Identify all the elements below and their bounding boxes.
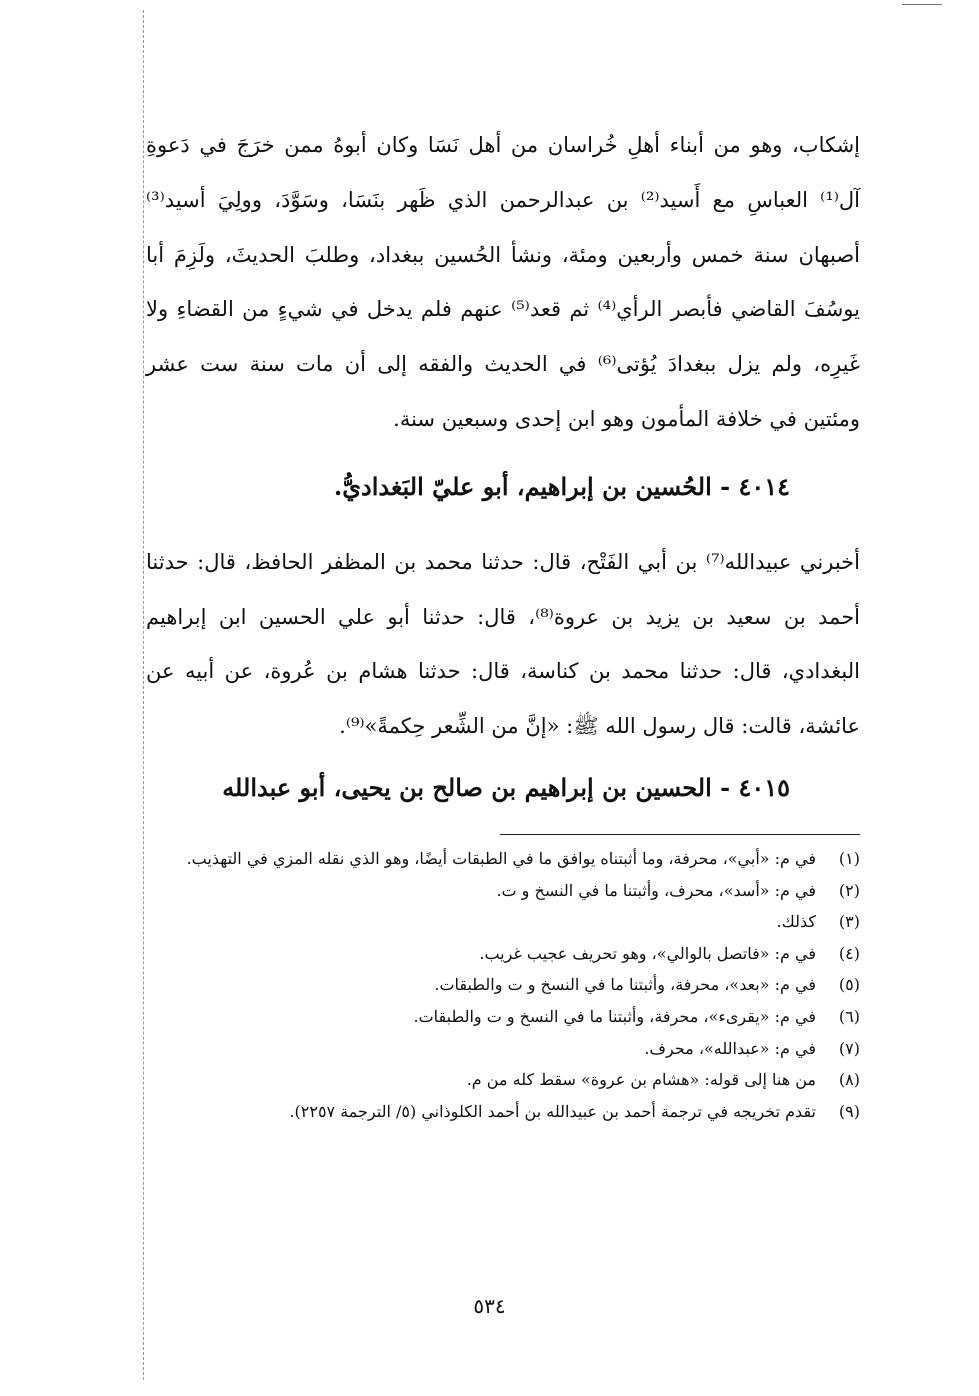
footnote-item [146, 969, 860, 1001]
footnote-text: في م: «بعد»، محرفة، وأثبتنا ما في النسخ و ت والطبقات. [434, 975, 816, 995]
footnote-number: (١) [838, 848, 860, 868]
footnote-text: كذلك. [776, 912, 816, 932]
page-content [146, 118, 860, 1127]
footnote-text: في م: «يقرىء»، محرفة، وأثبتنا ما في النسخ و ت والطبقات. [413, 1006, 816, 1026]
footnote-number: (٥) [838, 975, 860, 995]
footnote-item [146, 1064, 860, 1096]
biography-paragraph: إشكاب، وهو من أبناء أهلِ خُراسان من أهل نَسَا وكان أبوهُ ممن خرَجَ في دَعوةِ آل⁽¹⁾ العباسِ مع أَسيد⁽²⁾ بن عبدالرحمن الذي ظَهر بنَسَا، وسَوَّدَ، وولِيَ أسيد⁽³⁾ أصبهان سنة خمس وأربعين ومئة، ونشأ الحُسين ببغداد، وطلبَ الحديثَ، ولَزِمَ أبا يوسُفَ القاضي فأبصر الرأي⁽⁴⁾ ثم قعد⁽⁵⁾ عنهم فلم يدخل في شيءٍ من القضاءِ ولا غَيرِه، ولم يزل ببغدادَ يُؤتى⁽⁶⁾ في الحديث والفقه إلى أن مات سنة ست عشر ومئتين في خلافة المأمون وهو ابن إحدى وسبعين سنة. [146, 133, 860, 431]
footnote-number: (٧) [838, 1038, 860, 1058]
footnote-text: من هنا إلى قوله: «هشام بن عروة» سقط كله من م. [466, 1070, 816, 1090]
entry-heading-4014: ٤٠١٤ - الحُسين بن إبراهيم، أبو عليّ البَغداديُّ. [333, 471, 790, 501]
footnote-text: في م: «عبدالله»، محرف. [644, 1038, 816, 1058]
footnotes [146, 843, 860, 1127]
footnote-text: في م: «أسد»، محرف، وأثبتنا ما في النسخ و ت. [496, 880, 816, 900]
footnote-item [146, 875, 860, 907]
footnote-item [146, 1033, 860, 1065]
footnote-item [146, 1096, 860, 1128]
footnote-item [146, 906, 860, 938]
corner-mark [902, 4, 942, 5]
footnote-number: (٢) [838, 880, 860, 900]
hadith-paragraph: أخبرني عبيدالله⁽⁷⁾ بن أبي الفَتْح، قال: حدثنا محمد بن المظفر الحافظ، قال: حدثنا أحمد بن سعيد بن يزيد بن عروة⁽⁸⁾، قال: حدثنا أبو علي الحسين ابن إبراهيم البغدادي، قال: حدثنا محمد بن كناسة، قال: حدثنا هشام بن عُروة، عن أبيه عن عائشة، قالت: قال رسول الله ﷺ: «إنَّ من الشِّعر حِكمةً»⁽⁹⁾. [146, 549, 861, 739]
footnote-text: تقدم تخريجه في ترجمة أحمد بن عبيدالله بن أحمد الكلوذاني (٥/ الترجمة ٢٢٥٧). [289, 1101, 816, 1121]
scan-edge-line [143, 10, 144, 1380]
footnote-number: (٩) [838, 1101, 860, 1121]
footnote-number: (٤) [838, 943, 860, 963]
footnote-item [146, 843, 860, 875]
page-number: ٥٣٤ [473, 1294, 506, 1318]
entry-heading-4015: ٤٠١٥ - الحسين بن إبراهيم بن صالح بن يحيى، أبو عبدالله [222, 772, 790, 802]
footnote-item [146, 1001, 860, 1033]
footnote-text: في م: «فاتصل بالوالي»، وهو تحريف عجيب غريب. [479, 943, 816, 963]
footnote-number: (٣) [838, 912, 860, 932]
footnote-separator [500, 834, 860, 835]
footnote-number: (٦) [838, 1006, 860, 1026]
footnote-text: في م: «أبي»، محرفة، وما أثبتناه يوافق ما في الطبقات أيضًا، وهو الذي نقله المزي في التهذيب. [186, 848, 816, 868]
footnote-number: (٨) [838, 1070, 860, 1090]
footnote-item [146, 938, 860, 970]
